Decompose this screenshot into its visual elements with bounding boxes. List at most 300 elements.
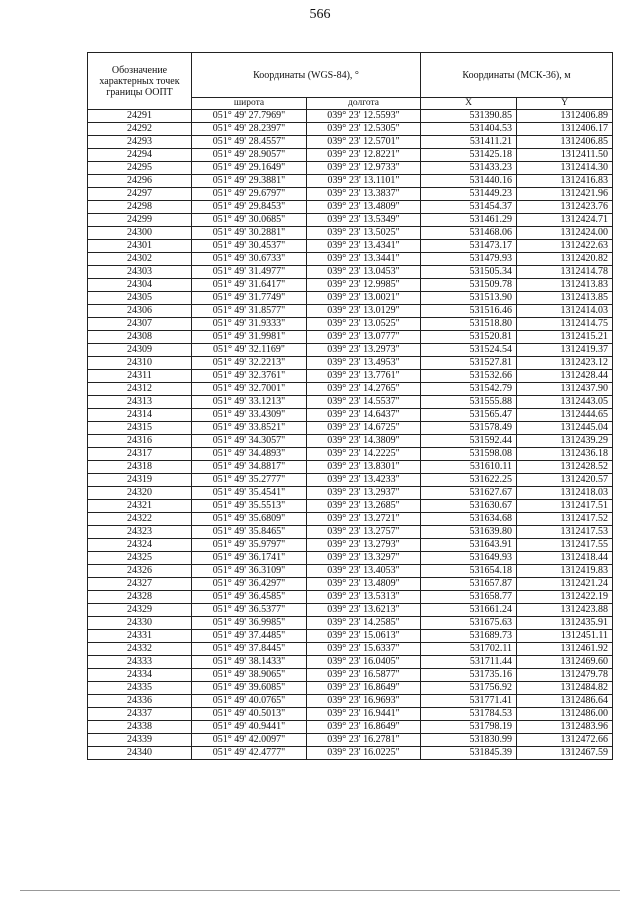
y-coord-cell: 1312451.11 bbox=[517, 630, 613, 643]
table-row bbox=[88, 630, 613, 643]
x-coord-cell: 531649.93 bbox=[421, 552, 517, 565]
y-coord-cell: 1312414.03 bbox=[517, 305, 613, 318]
y-coord-cell: 1312419.83 bbox=[517, 565, 613, 578]
longitude-cell: 039° 23' 13.8301" bbox=[307, 461, 421, 474]
x-coord-cell: 531509.78 bbox=[421, 279, 517, 292]
y-coord-cell: 1312486.00 bbox=[517, 708, 613, 721]
table-row bbox=[88, 357, 613, 370]
x-coord-cell: 531505.34 bbox=[421, 266, 517, 279]
table-row bbox=[88, 513, 613, 526]
point-id-cell: 24319 bbox=[88, 474, 192, 487]
longitude-cell: 039° 23' 13.5349" bbox=[307, 214, 421, 227]
latitude-cell: 051° 49' 29.6797" bbox=[192, 188, 307, 201]
longitude-cell: 039° 23' 16.8649" bbox=[307, 682, 421, 695]
table-row bbox=[88, 136, 613, 149]
x-coord-cell: 531542.79 bbox=[421, 383, 517, 396]
y-coord-cell: 1312411.50 bbox=[517, 149, 613, 162]
longitude-cell: 039° 23' 13.4953" bbox=[307, 357, 421, 370]
latitude-cell: 051° 49' 29.3881" bbox=[192, 175, 307, 188]
table-row bbox=[88, 474, 613, 487]
longitude-cell: 039° 23' 13.0453" bbox=[307, 266, 421, 279]
x-coord-cell: 531532.66 bbox=[421, 370, 517, 383]
x-coord-cell: 531784.53 bbox=[421, 708, 517, 721]
latitude-cell: 051° 49' 29.1649" bbox=[192, 162, 307, 175]
header-longitude: долгота bbox=[307, 98, 421, 110]
y-coord-cell: 1312421.24 bbox=[517, 578, 613, 591]
y-coord-cell: 1312423.12 bbox=[517, 357, 613, 370]
y-coord-cell: 1312406.89 bbox=[517, 110, 613, 123]
latitude-cell: 051° 49' 34.4893" bbox=[192, 448, 307, 461]
table-row bbox=[88, 643, 613, 656]
latitude-cell: 051° 49' 35.4541" bbox=[192, 487, 307, 500]
longitude-cell: 039° 23' 13.4809" bbox=[307, 201, 421, 214]
y-coord-cell: 1312414.30 bbox=[517, 162, 613, 175]
point-id-cell: 24307 bbox=[88, 318, 192, 331]
y-coord-cell: 1312437.90 bbox=[517, 383, 613, 396]
longitude-cell: 039° 23' 12.8221" bbox=[307, 149, 421, 162]
latitude-cell: 051° 49' 30.0685" bbox=[192, 214, 307, 227]
longitude-cell: 039° 23' 13.0525" bbox=[307, 318, 421, 331]
latitude-cell: 051° 49' 35.2777" bbox=[192, 474, 307, 487]
point-id-cell: 24335 bbox=[88, 682, 192, 695]
latitude-cell: 051° 49' 40.5013" bbox=[192, 708, 307, 721]
x-coord-cell: 531639.80 bbox=[421, 526, 517, 539]
table-row bbox=[88, 331, 613, 344]
x-coord-cell: 531513.90 bbox=[421, 292, 517, 305]
y-coord-cell: 1312428.44 bbox=[517, 370, 613, 383]
table-row bbox=[88, 695, 613, 708]
y-coord-cell: 1312417.52 bbox=[517, 513, 613, 526]
x-coord-cell: 531598.08 bbox=[421, 448, 517, 461]
longitude-cell: 039° 23' 13.2973" bbox=[307, 344, 421, 357]
x-coord-cell: 531830.99 bbox=[421, 734, 517, 747]
table-row bbox=[88, 708, 613, 721]
x-coord-cell: 531610.11 bbox=[421, 461, 517, 474]
latitude-cell: 051° 49' 29.8453" bbox=[192, 201, 307, 214]
table-row bbox=[88, 214, 613, 227]
point-id-cell: 24330 bbox=[88, 617, 192, 630]
x-coord-cell: 531454.37 bbox=[421, 201, 517, 214]
point-id-cell: 24314 bbox=[88, 409, 192, 422]
point-id-cell: 24320 bbox=[88, 487, 192, 500]
y-coord-cell: 1312439.29 bbox=[517, 435, 613, 448]
x-coord-cell: 531479.93 bbox=[421, 253, 517, 266]
header-y: Y bbox=[517, 98, 613, 110]
latitude-cell: 051° 49' 31.4977" bbox=[192, 266, 307, 279]
x-coord-cell: 531440.16 bbox=[421, 175, 517, 188]
latitude-cell: 051° 49' 31.6417" bbox=[192, 279, 307, 292]
x-coord-cell: 531735.16 bbox=[421, 669, 517, 682]
latitude-cell: 051° 49' 30.4537" bbox=[192, 240, 307, 253]
point-id-cell: 24301 bbox=[88, 240, 192, 253]
latitude-cell: 051° 49' 35.9797" bbox=[192, 539, 307, 552]
latitude-cell: 051° 49' 36.9985" bbox=[192, 617, 307, 630]
latitude-cell: 051° 49' 34.8817" bbox=[192, 461, 307, 474]
x-coord-cell: 531675.63 bbox=[421, 617, 517, 630]
table-row bbox=[88, 396, 613, 409]
longitude-cell: 039° 23' 16.5877" bbox=[307, 669, 421, 682]
header-point-designation: Обозначение характерных точек границы ООПТ bbox=[88, 53, 192, 110]
table-row bbox=[88, 227, 613, 240]
y-coord-cell: 1312418.44 bbox=[517, 552, 613, 565]
point-id-cell: 24326 bbox=[88, 565, 192, 578]
longitude-cell: 039° 23' 13.0129" bbox=[307, 305, 421, 318]
x-coord-cell: 531411.21 bbox=[421, 136, 517, 149]
table-row bbox=[88, 305, 613, 318]
table-row bbox=[88, 526, 613, 539]
x-coord-cell: 531702.11 bbox=[421, 643, 517, 656]
table-row bbox=[88, 175, 613, 188]
y-coord-cell: 1312479.78 bbox=[517, 669, 613, 682]
y-coord-cell: 1312417.53 bbox=[517, 526, 613, 539]
longitude-cell: 039° 23' 13.6213" bbox=[307, 604, 421, 617]
x-coord-cell: 531643.91 bbox=[421, 539, 517, 552]
longitude-cell: 039° 23' 13.7761" bbox=[307, 370, 421, 383]
y-coord-cell: 1312414.78 bbox=[517, 266, 613, 279]
latitude-cell: 051° 49' 32.3761" bbox=[192, 370, 307, 383]
point-id-cell: 24303 bbox=[88, 266, 192, 279]
y-coord-cell: 1312417.55 bbox=[517, 539, 613, 552]
longitude-cell: 039° 23' 12.9985" bbox=[307, 279, 421, 292]
point-id-cell: 24299 bbox=[88, 214, 192, 227]
point-id-cell: 24300 bbox=[88, 227, 192, 240]
point-id-cell: 24336 bbox=[88, 695, 192, 708]
latitude-cell: 051° 49' 35.5513" bbox=[192, 500, 307, 513]
y-coord-cell: 1312486.64 bbox=[517, 695, 613, 708]
point-id-cell: 24298 bbox=[88, 201, 192, 214]
point-id-cell: 24306 bbox=[88, 305, 192, 318]
table-row bbox=[88, 149, 613, 162]
y-coord-cell: 1312435.91 bbox=[517, 617, 613, 630]
longitude-cell: 039° 23' 13.2937" bbox=[307, 487, 421, 500]
header-latitude: широта bbox=[192, 98, 307, 110]
longitude-cell: 039° 23' 13.5025" bbox=[307, 227, 421, 240]
point-id-cell: 24321 bbox=[88, 500, 192, 513]
x-coord-cell: 531527.81 bbox=[421, 357, 517, 370]
point-id-cell: 24334 bbox=[88, 669, 192, 682]
page-number: 566 bbox=[309, 7, 331, 22]
header-x: X bbox=[421, 98, 517, 110]
latitude-cell: 051° 49' 33.1213" bbox=[192, 396, 307, 409]
table-row bbox=[88, 253, 613, 266]
y-coord-cell: 1312413.85 bbox=[517, 292, 613, 305]
longitude-cell: 039° 23' 16.0405" bbox=[307, 656, 421, 669]
point-id-cell: 24325 bbox=[88, 552, 192, 565]
table-row bbox=[88, 422, 613, 435]
y-coord-cell: 1312484.82 bbox=[517, 682, 613, 695]
longitude-cell: 039° 23' 14.6725" bbox=[307, 422, 421, 435]
y-coord-cell: 1312420.82 bbox=[517, 253, 613, 266]
longitude-cell: 039° 23' 16.0225" bbox=[307, 747, 421, 760]
latitude-cell: 051° 49' 42.4777" bbox=[192, 747, 307, 760]
table-row bbox=[88, 591, 613, 604]
table-row bbox=[88, 383, 613, 396]
x-coord-cell: 531622.25 bbox=[421, 474, 517, 487]
latitude-cell: 051° 49' 28.9057" bbox=[192, 149, 307, 162]
x-coord-cell: 531425.18 bbox=[421, 149, 517, 162]
point-id-cell: 24315 bbox=[88, 422, 192, 435]
table-row bbox=[88, 279, 613, 292]
y-coord-cell: 1312469.60 bbox=[517, 656, 613, 669]
point-id-cell: 24295 bbox=[88, 162, 192, 175]
point-id-cell: 24331 bbox=[88, 630, 192, 643]
point-id-cell: 24332 bbox=[88, 643, 192, 656]
table-row bbox=[88, 578, 613, 591]
y-coord-cell: 1312414.75 bbox=[517, 318, 613, 331]
point-id-cell: 24305 bbox=[88, 292, 192, 305]
table-row bbox=[88, 656, 613, 669]
x-coord-cell: 531627.67 bbox=[421, 487, 517, 500]
latitude-cell: 051° 49' 35.8465" bbox=[192, 526, 307, 539]
longitude-cell: 039° 23' 12.5305" bbox=[307, 123, 421, 136]
point-id-cell: 24316 bbox=[88, 435, 192, 448]
point-id-cell: 24323 bbox=[88, 526, 192, 539]
point-id-cell: 24312 bbox=[88, 383, 192, 396]
table-row bbox=[88, 409, 613, 422]
y-coord-cell: 1312421.96 bbox=[517, 188, 613, 201]
latitude-cell: 051° 49' 35.6809" bbox=[192, 513, 307, 526]
y-coord-cell: 1312416.83 bbox=[517, 175, 613, 188]
y-coord-cell: 1312445.04 bbox=[517, 422, 613, 435]
point-id-cell: 24309 bbox=[88, 344, 192, 357]
point-id-cell: 24302 bbox=[88, 253, 192, 266]
latitude-cell: 051° 49' 37.4485" bbox=[192, 630, 307, 643]
latitude-cell: 051° 49' 37.8445" bbox=[192, 643, 307, 656]
y-coord-cell: 1312422.63 bbox=[517, 240, 613, 253]
x-coord-cell: 531798.19 bbox=[421, 721, 517, 734]
table-row bbox=[88, 747, 613, 760]
longitude-cell: 039° 23' 12.5701" bbox=[307, 136, 421, 149]
y-coord-cell: 1312418.03 bbox=[517, 487, 613, 500]
point-id-cell: 24322 bbox=[88, 513, 192, 526]
x-coord-cell: 531404.53 bbox=[421, 123, 517, 136]
point-id-cell: 24337 bbox=[88, 708, 192, 721]
y-coord-cell: 1312443.05 bbox=[517, 396, 613, 409]
x-coord-cell: 531657.87 bbox=[421, 578, 517, 591]
y-coord-cell: 1312472.66 bbox=[517, 734, 613, 747]
latitude-cell: 051° 49' 42.0097" bbox=[192, 734, 307, 747]
y-coord-cell: 1312424.00 bbox=[517, 227, 613, 240]
latitude-cell: 051° 49' 36.3109" bbox=[192, 565, 307, 578]
footer-divider bbox=[20, 890, 620, 891]
longitude-cell: 039° 23' 14.2765" bbox=[307, 383, 421, 396]
table-row bbox=[88, 539, 613, 552]
x-coord-cell: 531634.68 bbox=[421, 513, 517, 526]
point-id-cell: 24291 bbox=[88, 110, 192, 123]
header-msk36: Координаты (МСК-36), м bbox=[421, 53, 613, 98]
x-coord-cell: 531461.29 bbox=[421, 214, 517, 227]
longitude-cell: 039° 23' 13.4809" bbox=[307, 578, 421, 591]
longitude-cell: 039° 23' 14.6437" bbox=[307, 409, 421, 422]
latitude-cell: 051° 49' 40.0765" bbox=[192, 695, 307, 708]
x-coord-cell: 531390.85 bbox=[421, 110, 517, 123]
x-coord-cell: 531516.46 bbox=[421, 305, 517, 318]
table-row bbox=[88, 448, 613, 461]
x-coord-cell: 531661.24 bbox=[421, 604, 517, 617]
table-row bbox=[88, 162, 613, 175]
y-coord-cell: 1312436.18 bbox=[517, 448, 613, 461]
table-row bbox=[88, 201, 613, 214]
x-coord-cell: 531565.47 bbox=[421, 409, 517, 422]
table-row bbox=[88, 110, 613, 123]
latitude-cell: 051° 49' 31.9333" bbox=[192, 318, 307, 331]
table-row bbox=[88, 721, 613, 734]
point-id-cell: 24297 bbox=[88, 188, 192, 201]
latitude-cell: 051° 49' 36.5377" bbox=[192, 604, 307, 617]
latitude-cell: 051° 49' 27.7969" bbox=[192, 110, 307, 123]
latitude-cell: 051° 49' 34.3057" bbox=[192, 435, 307, 448]
table-row bbox=[88, 487, 613, 500]
y-coord-cell: 1312424.71 bbox=[517, 214, 613, 227]
y-coord-cell: 1312422.19 bbox=[517, 591, 613, 604]
point-id-cell: 24339 bbox=[88, 734, 192, 747]
table-row bbox=[88, 266, 613, 279]
longitude-cell: 039° 23' 13.0777" bbox=[307, 331, 421, 344]
latitude-cell: 051° 49' 40.9441" bbox=[192, 721, 307, 734]
y-coord-cell: 1312419.37 bbox=[517, 344, 613, 357]
longitude-cell: 039° 23' 16.2781" bbox=[307, 734, 421, 747]
y-coord-cell: 1312406.85 bbox=[517, 136, 613, 149]
longitude-cell: 039° 23' 12.5593" bbox=[307, 110, 421, 123]
longitude-cell: 039° 23' 13.1101" bbox=[307, 175, 421, 188]
x-coord-cell: 531433.23 bbox=[421, 162, 517, 175]
latitude-cell: 051° 49' 38.9065" bbox=[192, 669, 307, 682]
longitude-cell: 039° 23' 13.2685" bbox=[307, 500, 421, 513]
longitude-cell: 039° 23' 13.4341" bbox=[307, 240, 421, 253]
latitude-cell: 051° 49' 28.2397" bbox=[192, 123, 307, 136]
x-coord-cell: 531473.17 bbox=[421, 240, 517, 253]
y-coord-cell: 1312415.21 bbox=[517, 331, 613, 344]
y-coord-cell: 1312444.65 bbox=[517, 409, 613, 422]
latitude-cell: 051° 49' 36.1741" bbox=[192, 552, 307, 565]
point-id-cell: 24293 bbox=[88, 136, 192, 149]
table-row bbox=[88, 123, 613, 136]
longitude-cell: 039° 23' 13.3297" bbox=[307, 552, 421, 565]
table-body bbox=[88, 110, 613, 760]
table-row bbox=[88, 344, 613, 357]
point-id-cell: 24313 bbox=[88, 396, 192, 409]
longitude-cell: 039° 23' 13.2793" bbox=[307, 539, 421, 552]
y-coord-cell: 1312417.51 bbox=[517, 500, 613, 513]
x-coord-cell: 531468.06 bbox=[421, 227, 517, 240]
latitude-cell: 051° 49' 30.6733" bbox=[192, 253, 307, 266]
x-coord-cell: 531524.54 bbox=[421, 344, 517, 357]
header-wgs84: Координаты (WGS-84), ° bbox=[192, 53, 421, 98]
longitude-cell: 039° 23' 15.6337" bbox=[307, 643, 421, 656]
x-coord-cell: 531711.44 bbox=[421, 656, 517, 669]
table-row bbox=[88, 604, 613, 617]
longitude-cell: 039° 23' 15.0613" bbox=[307, 630, 421, 643]
point-id-cell: 24310 bbox=[88, 357, 192, 370]
point-id-cell: 24296 bbox=[88, 175, 192, 188]
table-row bbox=[88, 188, 613, 201]
latitude-cell: 051° 49' 32.1169" bbox=[192, 344, 307, 357]
point-id-cell: 24304 bbox=[88, 279, 192, 292]
x-coord-cell: 531555.88 bbox=[421, 396, 517, 409]
y-coord-cell: 1312423.76 bbox=[517, 201, 613, 214]
longitude-cell: 039° 23' 13.4233" bbox=[307, 474, 421, 487]
table-row bbox=[88, 318, 613, 331]
longitude-cell: 039° 23' 13.0021" bbox=[307, 292, 421, 305]
longitude-cell: 039° 23' 13.3837" bbox=[307, 188, 421, 201]
y-coord-cell: 1312423.88 bbox=[517, 604, 613, 617]
latitude-cell: 051° 49' 38.1433" bbox=[192, 656, 307, 669]
longitude-cell: 039° 23' 13.2721" bbox=[307, 513, 421, 526]
latitude-cell: 051° 49' 33.8521" bbox=[192, 422, 307, 435]
x-coord-cell: 531520.81 bbox=[421, 331, 517, 344]
table-row bbox=[88, 565, 613, 578]
point-id-cell: 24329 bbox=[88, 604, 192, 617]
longitude-cell: 039° 23' 13.4053" bbox=[307, 565, 421, 578]
coordinates-table bbox=[87, 52, 613, 760]
x-coord-cell: 531654.18 bbox=[421, 565, 517, 578]
table-row bbox=[88, 292, 613, 305]
x-coord-cell: 531578.49 bbox=[421, 422, 517, 435]
x-coord-cell: 531592.44 bbox=[421, 435, 517, 448]
table-row bbox=[88, 552, 613, 565]
table-row bbox=[88, 240, 613, 253]
latitude-cell: 051° 49' 32.7001" bbox=[192, 383, 307, 396]
longitude-cell: 039° 23' 14.5537" bbox=[307, 396, 421, 409]
point-id-cell: 24317 bbox=[88, 448, 192, 461]
y-coord-cell: 1312461.92 bbox=[517, 643, 613, 656]
table-row bbox=[88, 669, 613, 682]
x-coord-cell: 531518.80 bbox=[421, 318, 517, 331]
point-id-cell: 24327 bbox=[88, 578, 192, 591]
longitude-cell: 039° 23' 13.3441" bbox=[307, 253, 421, 266]
table-row bbox=[88, 461, 613, 474]
longitude-cell: 039° 23' 16.9441" bbox=[307, 708, 421, 721]
x-coord-cell: 531845.39 bbox=[421, 747, 517, 760]
latitude-cell: 051° 49' 32.2213" bbox=[192, 357, 307, 370]
latitude-cell: 051° 49' 31.8577" bbox=[192, 305, 307, 318]
point-id-cell: 24324 bbox=[88, 539, 192, 552]
latitude-cell: 051° 49' 28.4557" bbox=[192, 136, 307, 149]
longitude-cell: 039° 23' 14.2585" bbox=[307, 617, 421, 630]
point-id-cell: 24340 bbox=[88, 747, 192, 760]
x-coord-cell: 531658.77 bbox=[421, 591, 517, 604]
point-id-cell: 24318 bbox=[88, 461, 192, 474]
point-id-cell: 24311 bbox=[88, 370, 192, 383]
y-coord-cell: 1312467.59 bbox=[517, 747, 613, 760]
table-row bbox=[88, 734, 613, 747]
latitude-cell: 051° 49' 31.7749" bbox=[192, 292, 307, 305]
latitude-cell: 051° 49' 33.4309" bbox=[192, 409, 307, 422]
y-coord-cell: 1312413.83 bbox=[517, 279, 613, 292]
x-coord-cell: 531689.73 bbox=[421, 630, 517, 643]
x-coord-cell: 531771.41 bbox=[421, 695, 517, 708]
y-coord-cell: 1312420.57 bbox=[517, 474, 613, 487]
table-row bbox=[88, 617, 613, 630]
point-id-cell: 24338 bbox=[88, 721, 192, 734]
point-id-cell: 24328 bbox=[88, 591, 192, 604]
latitude-cell: 051° 49' 36.4585" bbox=[192, 591, 307, 604]
table-row bbox=[88, 435, 613, 448]
table-row bbox=[88, 500, 613, 513]
y-coord-cell: 1312406.17 bbox=[517, 123, 613, 136]
latitude-cell: 051° 49' 39.6085" bbox=[192, 682, 307, 695]
longitude-cell: 039° 23' 13.5313" bbox=[307, 591, 421, 604]
point-id-cell: 24308 bbox=[88, 331, 192, 344]
x-coord-cell: 531449.23 bbox=[421, 188, 517, 201]
point-id-cell: 24294 bbox=[88, 149, 192, 162]
latitude-cell: 051° 49' 36.4297" bbox=[192, 578, 307, 591]
point-id-cell: 24333 bbox=[88, 656, 192, 669]
latitude-cell: 051° 49' 31.9981" bbox=[192, 331, 307, 344]
longitude-cell: 039° 23' 12.9733" bbox=[307, 162, 421, 175]
x-coord-cell: 531630.67 bbox=[421, 500, 517, 513]
table-row bbox=[88, 370, 613, 383]
